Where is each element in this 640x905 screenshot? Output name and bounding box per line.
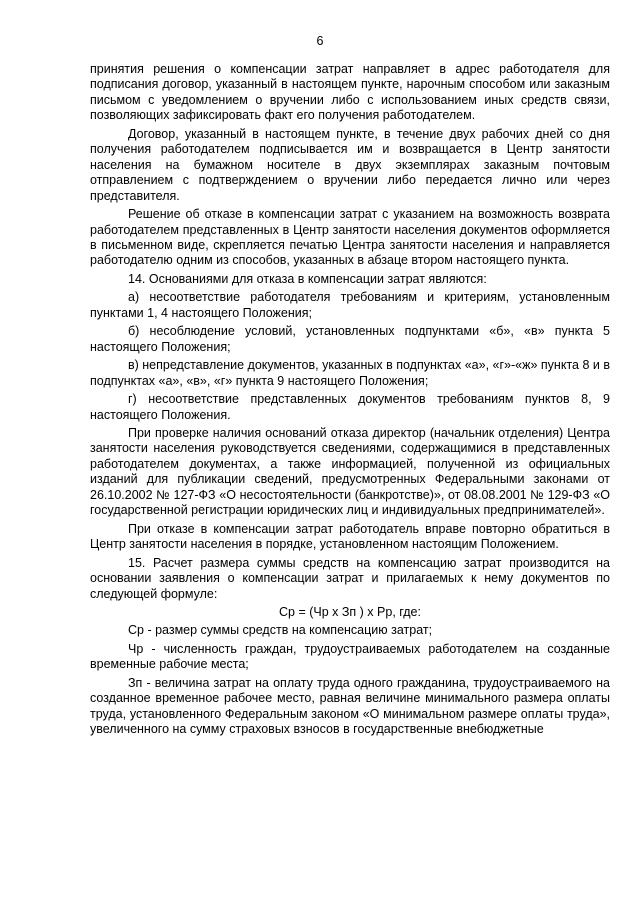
definition-chr: Чр - численность граждан, трудоустраиваемых работодателем на созданные временные рабочие места; xyxy=(90,641,610,672)
compensation-formula: Ср = (Чр х Зп ) х Рр, где: xyxy=(279,604,421,619)
paragraph-item-14-g: г) несоответствие представленных документов требованиям пунктов 8, 9 настоящего Положения. xyxy=(90,392,610,422)
paragraph-item-14-v: в) непредставление документов, указанных в подпунктах «а», «г»-«ж» пункта 8 и в подпунктах «а», «в», «г» пункта 9 настоящего Положения; xyxy=(90,358,610,388)
paragraph-item-14-a: а) несоответствие работодателя требованиям и критериям, установленным пунктами 1, 4 настоящего Положения; xyxy=(90,290,610,320)
paragraph-item-14: 14. Основаниями для отказа в компенсации затрат являются: xyxy=(128,271,487,286)
definition-sr: Ср - размер суммы средств на компенсацию затрат; xyxy=(128,623,433,638)
page-number: 6 xyxy=(316,34,324,48)
paragraph-verification: При проверке наличия оснований отказа директор (начальник отделения) Центра занятости населения руководствуется сведениями, содержащимися в представленных работодателем документах, а также информацией, полученной из официальных изданий для публикации сведений, предусмотренных Федеральными законами от 26.10.2002 № 127-ФЗ «О несостоятельности (банкротстве)», от 08.08.2001 № 129-ФЗ «О государственной регистрации юридических лиц и индивидуальных предпринимателей». xyxy=(90,425,610,518)
paragraph-item-14-b: б) несоблюдение условий, установленных подпунктами «б», «в» пункта 5 настоящего Положения; xyxy=(90,324,610,354)
paragraph-reapply: При отказе в компенсации затрат работодатель вправе повторно обратиться в Центр занятости населения в порядке, установленном настоящим Положением. xyxy=(90,521,610,552)
definition-zp: Зп - величина затрат на оплату труда одного гражданина, трудоустраиваемого на созданное временное рабочее место, равная величине минимального размера оплаты труда, установленного Федеральным законом «О минимальном размере оплаты труда», увеличенного на сумму страховых взносов в государственные внебюджетные xyxy=(90,675,610,737)
document-body xyxy=(90,62,610,738)
paragraph-refusal-decision: Решение об отказе в компенсации затрат с указанием на возможность возврата работодателем представленных в Центр занятости населения документов оформляется в письменном виде, скрепляется печатью Центра занятости населения и направляется работодателю одним из способов, указанных в абзаце втором настоящего пункта. xyxy=(90,207,610,268)
paragraph-continuation: принятия решения о компенсации затрат направляет в адрес работодателя для подписания договор, указанный в настоящем пункте, нарочным способом или заказным письмом с уведомлением о вручении либо с использованием иных средств связи, позволяющих зафиксировать факт его получения работодателем. xyxy=(90,62,610,123)
paragraph-contract-return: Договор, указанный в настоящем пункте, в течение двух рабочих дней со дня получения работодателем подписывается им и возвращается в Центр занятости населения на бумажном носителе в двух экземплярах заказным почтовым отправлением с подтверждением о вручении либо передается лично или через представителя. xyxy=(90,126,610,203)
paragraph-item-15: 15. Расчет размера суммы средств на компенсацию затрат производится на основании заявления о компенсации затрат и прилагаемых к нему документов по следующей формуле: xyxy=(90,555,610,601)
